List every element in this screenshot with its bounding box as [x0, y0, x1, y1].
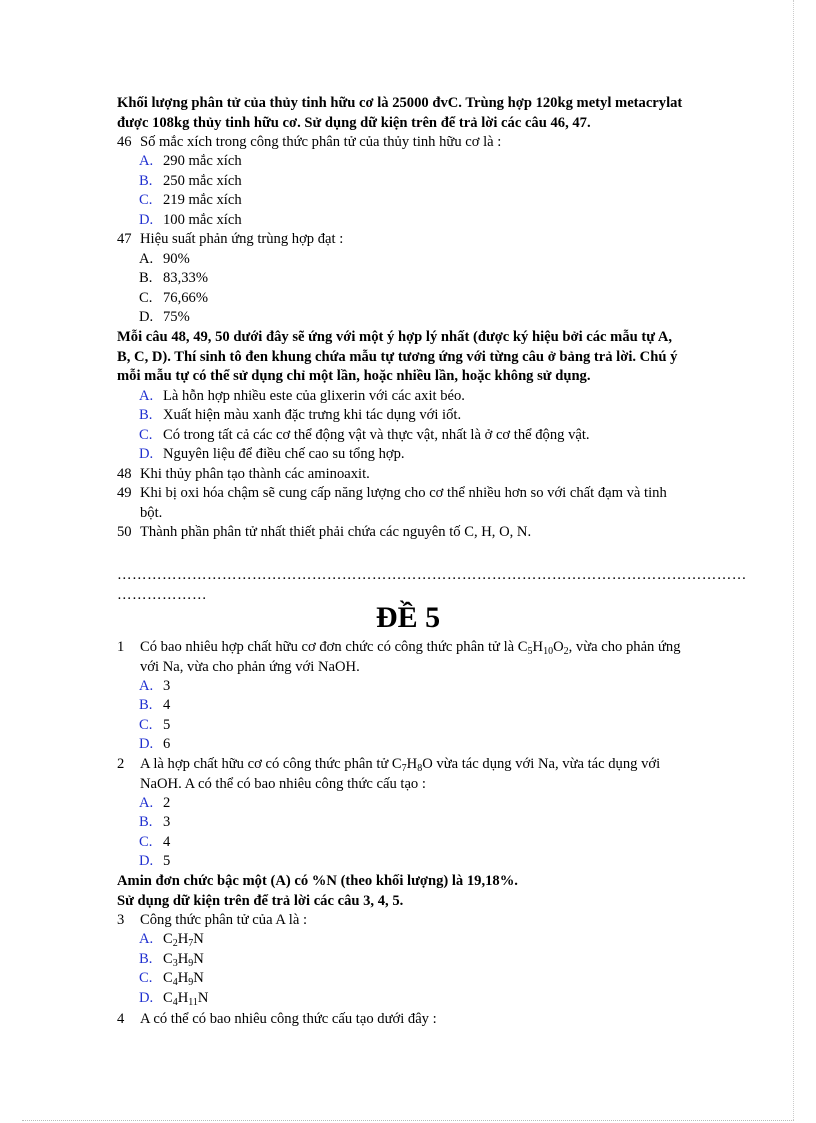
page-border-bottom: [22, 1120, 794, 1121]
option-text: 219 mắc xích: [163, 192, 242, 208]
formula-element: N: [193, 970, 204, 986]
option-46-d: [139, 211, 242, 231]
formula-element: C: [163, 990, 173, 1006]
formula-element: H: [177, 970, 189, 986]
formula-element: H: [177, 931, 189, 947]
option-2-d: [139, 852, 170, 872]
question-text: Khi thủy phân tạo thành các aminoaxit.: [140, 466, 370, 482]
option-1-a: [139, 677, 170, 697]
question-number: 3: [117, 912, 125, 928]
option-letter: D.: [139, 990, 154, 1006]
option-letter: C.: [139, 192, 153, 208]
option-letter: A.: [139, 388, 154, 404]
option-2-a: [139, 794, 170, 814]
formula-element: H: [177, 951, 189, 967]
intro-line: Mỗi câu 48, 49, 50 dưới đây sẽ ứng với một ý hợp lý nhất (được ký hiệu bởi các mẫu tự A,: [117, 329, 673, 345]
formula-subscript: 4: [172, 977, 178, 988]
question-line: [140, 755, 730, 775]
option-text: 76,66%: [163, 290, 208, 306]
formula-element: C: [163, 951, 173, 967]
intro-paragraph-46-47: [117, 94, 747, 133]
formula-subscript: 3: [172, 958, 178, 969]
question-text: [140, 638, 730, 677]
option-letter: D.: [139, 736, 154, 752]
question-2: [117, 755, 737, 795]
option-text: Xuất hiện màu xanh đặc trưng khi tác dụng với iốt.: [163, 407, 462, 423]
option-text: 6: [163, 736, 171, 752]
question-number: 2: [117, 756, 125, 772]
option-letter: A.: [139, 678, 154, 694]
formula-prefix: Có bao nhiêu hợp chất hữu cơ đơn chức có công thức phân tử là C: [140, 639, 528, 655]
option-text: Là hỗn hợp nhiều este của glixerin với các axit béo.: [163, 388, 465, 404]
option-46-b: [139, 172, 242, 192]
option-letter: B.: [139, 814, 153, 830]
option-letter: B.: [139, 173, 153, 189]
option-letter: B.: [139, 697, 153, 713]
option-letter: A.: [139, 153, 154, 169]
formula-subscript: 8: [417, 763, 423, 774]
option-text: 90%: [163, 251, 190, 267]
question-text: Công thức phân tử của A là :: [140, 912, 308, 928]
question-number: 49: [117, 485, 132, 501]
section-heading: ĐỀ 5: [375, 601, 441, 634]
intro-line: Sử dụng dữ kiện trên để trả lời các câu 3, 4, 5.: [117, 892, 404, 909]
formula-element: H: [406, 756, 418, 772]
option-47-b: [139, 269, 208, 289]
option-text: 3: [163, 678, 171, 694]
formula-element: O: [553, 639, 564, 655]
option-letter: D.: [139, 446, 154, 462]
option-text: 83,33%: [163, 270, 208, 286]
option-47-d: [139, 308, 190, 328]
intro-line: Amin đơn chức bậc một (A) có %N (theo khối lượng) là 19,18%.: [117, 873, 518, 889]
question-text: [140, 484, 730, 523]
formula-element: N: [193, 931, 204, 947]
option-47-a: [139, 250, 190, 270]
option-2-b: [139, 813, 170, 833]
option-letter: A.: [139, 795, 154, 811]
option-1-d: [139, 735, 170, 755]
option-2-c: [139, 833, 170, 853]
matching-option-b: [139, 406, 461, 426]
question-1: [117, 638, 737, 678]
option-3-c: [139, 969, 204, 989]
formula-element: C: [163, 931, 173, 947]
option-letter: D.: [139, 309, 154, 325]
dotted-line: ………………………………………………………………………………………………………………: [117, 567, 747, 583]
question-text: Số mắc xích trong công thức phân tử của thủy tinh hữu cơ là :: [140, 134, 502, 150]
option-46-a: [139, 152, 242, 172]
formula-prefix: A là hợp chất hữu cơ có công thức phân tử C: [140, 756, 402, 772]
question-text: A có thể có bao nhiêu công thức cấu tạo dưới đây :: [140, 1011, 437, 1027]
option-text: 100 mắc xích: [163, 212, 242, 228]
option-letter: C.: [139, 427, 153, 443]
option-text: 5: [163, 717, 171, 733]
option-text: 2: [163, 795, 171, 811]
question-text: Thành phần phân tử nhất thiết phải chứa các nguyên tố C, H, O, N.: [140, 524, 532, 540]
option-letter: C.: [139, 290, 153, 306]
option-3-a: [139, 930, 204, 950]
page-border-right: [793, 0, 794, 1120]
formula-subscript: 5: [527, 646, 533, 657]
option-letter: B.: [139, 951, 153, 967]
matching-option-c: [139, 426, 590, 446]
formula-element: C: [163, 970, 173, 986]
option-text: 4: [163, 697, 171, 713]
question-number: 50: [117, 524, 132, 540]
question-number: 48: [117, 466, 132, 482]
formula-element: N: [193, 951, 204, 967]
formula-subscript: 9: [188, 977, 194, 988]
question-line: với Na, vừa cho phản ứng với NaOH.: [140, 658, 360, 675]
intro-line: mỗi mẫu tự có thể sử dụng chỉ một lần, hoặc nhiều lần, hoặc không sử dụng.: [117, 368, 591, 384]
formula-element: H: [177, 990, 189, 1006]
option-text: 290 mắc xích: [163, 153, 242, 169]
question-line: [140, 638, 730, 658]
option-letter: C.: [139, 970, 153, 986]
option-text: 250 mắc xích: [163, 173, 242, 189]
matching-option-a: [139, 387, 465, 407]
question-number: 4: [117, 1011, 125, 1027]
question-line: Khi bị oxi hóa chậm sẽ cung cấp năng lượng cho cơ thể nhiều hơn so với chất đạm và tinh: [140, 485, 667, 501]
formula-subscript: 10: [543, 646, 554, 657]
formula-subscript: 11: [188, 997, 198, 1008]
option-text: 5: [163, 853, 171, 869]
intro-line: B, C, D). Thí sinh tô đen khung chứa mẫu tự tương ứng với từng câu ở bảng trả lời. Chú ý: [117, 348, 678, 365]
option-text: Có trong tất cả các cơ thể động vật và thực vật, nhất là ở cơ thể động vật.: [163, 427, 590, 443]
option-text: 75%: [163, 309, 190, 325]
dotted-line: ………………: [117, 586, 207, 603]
formula-subscript: 4: [172, 997, 178, 1008]
option-letter: A.: [139, 251, 154, 267]
option-letter: B.: [139, 407, 153, 423]
formula-subscript: 7: [188, 938, 194, 949]
formula-subscript: 9: [188, 958, 194, 969]
option-1-c: [139, 716, 170, 736]
option-letter: D.: [139, 212, 154, 228]
option-text: 4: [163, 834, 171, 850]
question-49: [117, 484, 737, 524]
option-letter: C.: [139, 717, 153, 733]
formula-element: N: [197, 990, 209, 1006]
formula-subscript: 7: [401, 763, 407, 774]
option-3-b: [139, 950, 204, 970]
intro-paragraph-3-5: [117, 872, 747, 911]
option-47-c: [139, 289, 208, 309]
intro-line: được 108kg thủy tinh hữu cơ. Sử dụng dữ kiện trên để trả lời các câu 46, 47.: [117, 114, 591, 131]
formula-element: H: [532, 639, 544, 655]
formula-subscript: 2: [563, 646, 569, 657]
formula-suffix: vừa tác dụng với Na, vừa tác dụng với: [432, 756, 661, 772]
question-text: [140, 755, 730, 794]
option-letter: D.: [139, 853, 154, 869]
option-letter: B.: [139, 270, 153, 286]
question-number: 46: [117, 134, 132, 150]
option-letter: C.: [139, 834, 153, 850]
option-3-d: [139, 989, 208, 1009]
option-text: Nguyên liệu để điều chế cao su tổng hợp.: [163, 446, 405, 462]
formula-suffix: , vừa cho phản ứng: [568, 639, 681, 655]
matching-option-d: [139, 445, 405, 465]
formula-subscript: 2: [172, 938, 178, 949]
intro-paragraph-48-50: [117, 328, 747, 387]
formula-element: O: [422, 756, 433, 772]
question-line: NaOH. A có thể có bao nhiêu công thức cấu tạo :: [140, 775, 426, 792]
option-1-b: [139, 696, 170, 716]
option-46-c: [139, 191, 242, 211]
option-text: 3: [163, 814, 171, 830]
intro-line: Khối lượng phân tử của thủy tinh hữu cơ là 25000 đvC. Trùng hợp 120kg metyl metacrylat: [117, 95, 683, 111]
question-number: 47: [117, 231, 132, 247]
option-letter: A.: [139, 931, 154, 947]
question-text: Hiệu suất phản ứng trùng hợp đạt :: [140, 231, 344, 247]
question-number: 1: [117, 639, 125, 655]
question-line: bột.: [140, 504, 163, 521]
